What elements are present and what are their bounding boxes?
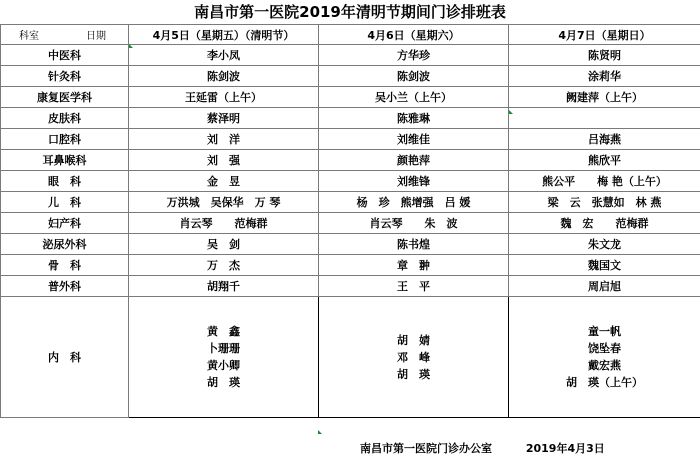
doctor-cell: 熊欣平 xyxy=(509,150,700,171)
table-row xyxy=(1,66,700,87)
table-row xyxy=(1,213,700,234)
schedule-table xyxy=(0,24,700,418)
doctor-cell: 陈剑波 xyxy=(129,66,319,87)
doctor-name: 黄小卿 xyxy=(207,359,240,372)
footer-date: 2019年4月3日 xyxy=(525,442,605,455)
doctor-name: 戴宏燕 xyxy=(588,359,621,372)
table-row xyxy=(1,129,700,150)
doctor-cell: 阙建萍（上午） xyxy=(509,87,700,108)
dept-name: 口腔科 xyxy=(1,129,129,150)
doctor-name: 饶坠春 xyxy=(588,342,621,355)
doctor-cell: 吕海燕 xyxy=(509,129,700,150)
dept-name: 泌尿外科 xyxy=(1,234,129,255)
doctor-cell: 魏国文 xyxy=(509,255,700,276)
dept-name: 普外科 xyxy=(1,276,129,297)
dept-name: 骨 科 xyxy=(1,255,129,276)
doctor-name: 胡 瑛（上午） xyxy=(566,376,643,389)
table-row xyxy=(1,150,700,171)
doctor-cell: 熊公平 梅 艳（上午） xyxy=(509,171,700,192)
day-header: 4月7日（星期日） xyxy=(509,25,700,45)
doctor-cell: 刘维锋 xyxy=(319,171,509,192)
dept-name: 内 科 xyxy=(1,297,129,418)
corner-cell xyxy=(1,25,129,45)
doctor-cell: 周启旭 xyxy=(509,276,700,297)
doctor-cell xyxy=(509,108,700,129)
cell-comment-marker xyxy=(509,110,513,114)
doctor-name: 黄 鑫 xyxy=(207,325,240,338)
table-row xyxy=(1,45,700,66)
dept-name: 眼 科 xyxy=(1,171,129,192)
doctor-cell: 王延雷（上午） xyxy=(129,87,319,108)
doctor-cell: 陈贤明 xyxy=(509,45,700,66)
doctor-cell: 颜艳萍 xyxy=(319,150,509,171)
dept-name: 儿 科 xyxy=(1,192,129,213)
table-row xyxy=(1,234,700,255)
footer-office: 南昌市第一医院门诊办公室 xyxy=(360,442,492,455)
doctor-cell: 万洪城 吴保华 万 琴 xyxy=(129,192,319,213)
doctor-cell: 魏 宏 范梅群 xyxy=(509,213,700,234)
dept-name: 康复医学科 xyxy=(1,87,129,108)
day-header: 4月6日（星期六） xyxy=(319,25,509,45)
doctor-cell xyxy=(509,297,700,418)
doctor-name: 胡 婧 xyxy=(397,333,430,347)
cell-comment-marker xyxy=(129,44,133,48)
doctor-cell: 陈剑波 xyxy=(319,66,509,87)
doctor-cell: 方华珍 xyxy=(319,45,509,66)
internal-medicine-row xyxy=(1,297,700,418)
doctor-cell: 吴小兰（上午） xyxy=(319,87,509,108)
doctor-cell: 朱文龙 xyxy=(509,234,700,255)
doctor-name: 邓 峰 xyxy=(397,350,430,364)
doctor-cell: 杨 珍 熊增强 吕 媛 xyxy=(319,192,509,213)
table-row xyxy=(1,192,700,213)
doctor-cell xyxy=(129,297,319,418)
cell-comment-marker xyxy=(318,430,322,434)
page-title: 南昌市第一医院2019年清明节期间门诊排班表 xyxy=(194,3,506,21)
doctor-cell: 金 昱 xyxy=(129,171,319,192)
header-row xyxy=(1,25,700,45)
dept-name: 中医科 xyxy=(1,45,129,66)
table-row xyxy=(1,255,700,276)
doctor-cell: 涂莉华 xyxy=(509,66,700,87)
table-row xyxy=(1,87,700,108)
doctor-cell: 章 翀 xyxy=(319,255,509,276)
dept-column-label: 科室 xyxy=(19,31,39,42)
day-header: 4月5日（星期五）（清明节） xyxy=(129,25,319,45)
doctor-cell: 王 平 xyxy=(319,276,509,297)
doctor-cell: 陈书煌 xyxy=(319,234,509,255)
doctor-cell: 万 杰 xyxy=(129,255,319,276)
doctor-name: 胡 瑛 xyxy=(207,376,240,389)
doctor-cell: 李小凤 xyxy=(129,45,319,66)
dept-name: 皮肤科 xyxy=(1,108,129,129)
doctor-cell: 梁 云 张慧如 林 燕 xyxy=(509,192,700,213)
dept-name: 耳鼻喉科 xyxy=(1,150,129,171)
doctor-cell: 刘 强 xyxy=(129,150,319,171)
doctor-cell: 陈雅琳 xyxy=(319,108,509,129)
doctor-name: 卜珊珊 xyxy=(207,342,240,355)
footer xyxy=(360,440,635,456)
doctor-cell: 肖云琴 范梅群 xyxy=(129,213,319,234)
doctor-cell xyxy=(319,297,509,418)
doctor-cell: 刘维佳 xyxy=(319,129,509,150)
dept-name: 针灸科 xyxy=(1,66,129,87)
doctor-cell: 刘 洋 xyxy=(129,129,319,150)
doctor-name: 胡 瑛 xyxy=(397,367,430,381)
doctor-name: 童一帆 xyxy=(588,325,621,338)
date-column-label: 日期 xyxy=(86,31,106,42)
table-row xyxy=(1,108,700,129)
dept-name: 妇产科 xyxy=(1,213,129,234)
table-row xyxy=(1,171,700,192)
doctor-cell: 蔡泽明 xyxy=(129,108,319,129)
doctor-cell: 吴 剑 xyxy=(129,234,319,255)
table-row xyxy=(1,276,700,297)
doctor-cell: 肖云琴 朱 波 xyxy=(319,213,509,234)
doctor-cell: 胡翔千 xyxy=(129,276,319,297)
